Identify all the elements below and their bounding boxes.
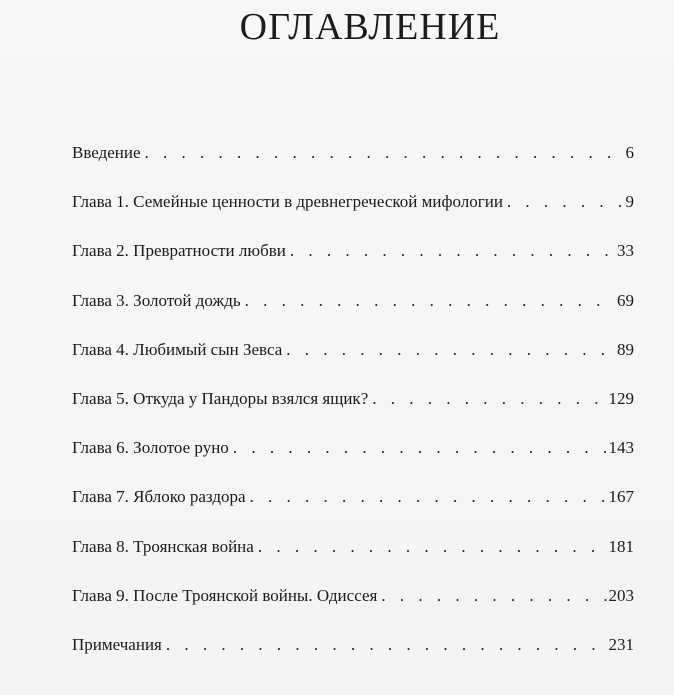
dot-leader xyxy=(290,238,615,264)
toc-entry-page: 181 xyxy=(608,536,634,556)
toc-entry-label: Введение xyxy=(72,143,141,162)
toc-entry-chapter-3[interactable] xyxy=(72,288,634,337)
dot-leader xyxy=(250,484,607,510)
dot-leader xyxy=(245,288,615,314)
toc-entry-label: Глава 5. Откуда у Пандоры взялся ящик? xyxy=(72,388,369,408)
dot-leader xyxy=(233,435,607,461)
toc-entry-label: Глава 1. Семейные ценности в древнегреческой мифологии xyxy=(72,192,503,212)
dot-leader xyxy=(507,189,624,215)
toc-entry-chapter-2[interactable] xyxy=(72,238,634,287)
table-of-contents xyxy=(72,140,634,681)
toc-entry-page: 203 xyxy=(608,585,634,605)
toc-entry-label: Глава 9. После Троянской войны. Одиссея xyxy=(72,585,378,605)
toc-entry-chapter-6[interactable] xyxy=(72,435,634,484)
toc-entry-label: Глава 8. Троянская война xyxy=(72,536,254,556)
toc-entry-label: Глава 3. Золотой дождь xyxy=(72,290,241,310)
dot-leader xyxy=(145,140,624,166)
toc-entry-page: 89 xyxy=(617,339,634,359)
toc-entry-chapter-4[interactable] xyxy=(72,337,634,386)
dot-leader xyxy=(258,534,607,560)
toc-entry-page: 167 xyxy=(608,487,634,507)
toc-entry-label: Глава 2. Превратности любви xyxy=(72,241,286,261)
toc-entry-label: Глава 7. Яблоко раздора xyxy=(72,487,246,507)
toc-entry-page: 33 xyxy=(617,241,634,261)
toc-entry-label: Глава 4. Любимый сын Зевса xyxy=(72,339,283,359)
toc-entry-page: 69 xyxy=(617,290,634,310)
dot-leader xyxy=(381,583,606,609)
dot-leader xyxy=(372,386,606,412)
toc-entry-notes[interactable] xyxy=(72,632,634,681)
toc-entry-label: Примечания xyxy=(72,634,162,654)
toc-entry-chapter-8[interactable] xyxy=(72,534,634,583)
dot-leader xyxy=(286,337,615,363)
toc-entry-chapter-9[interactable] xyxy=(72,583,634,632)
toc-entry-chapter-1[interactable] xyxy=(72,189,634,238)
toc-entry-page: 6 xyxy=(625,143,634,162)
toc-entry-page: 143 xyxy=(608,438,634,458)
toc-entry-label: Глава 6. Золотое руно xyxy=(72,438,229,458)
toc-entry-page: 231 xyxy=(608,634,634,654)
dot-leader xyxy=(166,632,607,658)
toc-entry-chapter-5[interactable] xyxy=(72,386,634,435)
page-title: ОГЛАВЛЕНИЕ xyxy=(239,6,501,48)
toc-entry-introduction[interactable] xyxy=(72,140,634,189)
toc-entry-page: 129 xyxy=(608,388,634,408)
toc-entry-page: 9 xyxy=(625,192,634,212)
toc-entry-chapter-7[interactable] xyxy=(72,484,634,533)
